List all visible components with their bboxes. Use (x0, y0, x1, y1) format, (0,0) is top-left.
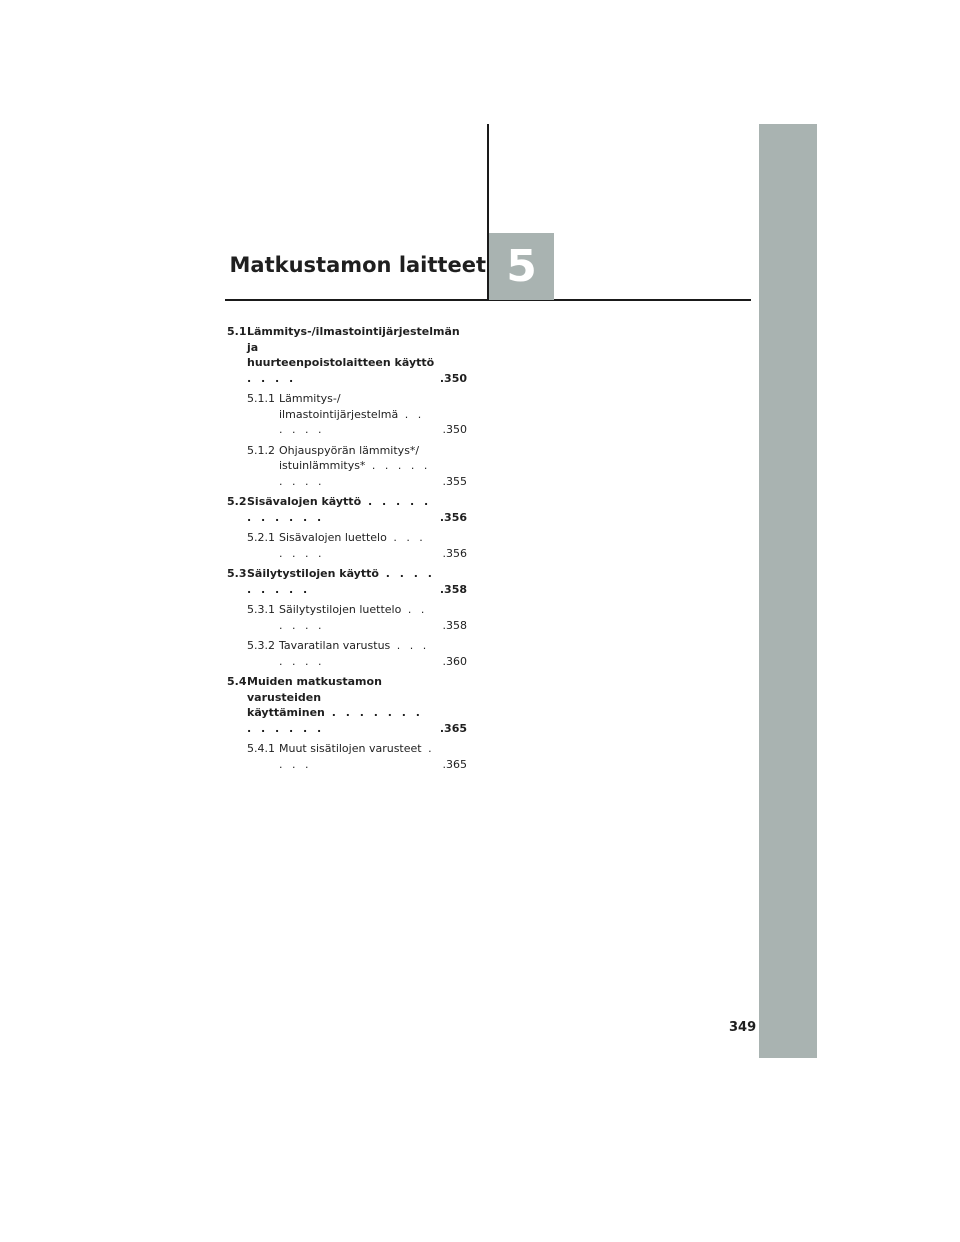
toc-entry[interactable] (227, 324, 467, 386)
table-of-contents (227, 324, 467, 777)
toc-leader-dots: . . . . . . (279, 407, 425, 436)
toc-entry-number: 5.1.1 (247, 392, 275, 405)
toc-entry[interactable] (227, 566, 467, 597)
toc-entry-page: .350 (439, 371, 467, 385)
toc-leader-dots: . . . . (247, 371, 297, 385)
toc-entry-number: 5.1.2 (247, 443, 275, 457)
toc-entry-number: 5.2.1 (247, 531, 275, 544)
toc-entry[interactable] (247, 443, 467, 490)
toc-entry-page: .356 (442, 546, 467, 560)
toc-entry[interactable] (227, 494, 467, 525)
page-number: 349 (729, 1020, 757, 1035)
toc-entry[interactable] (227, 674, 467, 736)
toc-entry-title-line: Tavaratilan varustus . . . . . . . (279, 639, 430, 668)
toc-entry-title-line: huurteenpoistolaitteen käyttö . . . . (247, 356, 435, 385)
toc-leader-dots: . . . . . . . . . . . . . (247, 706, 423, 735)
toc-entry-page: .358 (439, 582, 467, 596)
toc-entry-title-line: Ohjauspyörän lämmitys*/ (279, 443, 420, 457)
toc-entry-title-line: Lämmitys-/ilmastointijärjestelmän ja (247, 325, 460, 354)
toc-entry-page: .365 (439, 721, 467, 735)
toc-entry-title-line: Sisävalojen käyttö . . . . . . . . . . . (247, 495, 432, 524)
toc-leader-dots: . . . . (279, 742, 435, 771)
toc-entry-page: .355 (442, 474, 467, 488)
toc-entry-page: .358 (442, 618, 467, 632)
toc-entry-title-line: ilmastointijärjestelmä . . . . . . (279, 407, 425, 436)
toc-entry[interactable] (247, 638, 467, 669)
toc-leader-dots: . . . . . . . (279, 531, 426, 560)
toc-leader-dots: . . . . . . . . . (247, 567, 435, 596)
toc-entry-number: 5.3.1 (247, 603, 275, 616)
toc-entry-number: 5.3 (227, 567, 247, 580)
horizontal-rule (225, 299, 751, 301)
toc-leader-dots: . . . . . . . . . . . (247, 495, 432, 524)
toc-entry-number: 5.3.2 (247, 639, 275, 652)
toc-leader-dots: . . . . . . . (279, 639, 430, 668)
toc-leader-dots: . . . . . . . . . (279, 459, 431, 488)
toc-entry-page: .360 (442, 654, 467, 668)
toc-leader-dots: . . . . . . (279, 603, 428, 632)
toc-entry-page: .350 (442, 423, 467, 436)
toc-entry[interactable] (247, 391, 467, 438)
toc-entry-number: 5.1 (227, 325, 247, 338)
toc-entry[interactable] (247, 530, 467, 561)
side-chapter-tab (759, 124, 817, 1058)
toc-entry-title-line: Muut sisätilojen varusteet . . . . (279, 742, 435, 771)
toc-entry-title-line: Sisävalojen luettelo . . . . . . . (279, 531, 426, 560)
toc-entry-title-line: käyttäminen . . . . . . . . . . . . . (247, 706, 423, 735)
toc-entry[interactable] (247, 741, 467, 772)
toc-entry-title-line: istuinlämmitys* . . . . . . . . . (279, 459, 431, 488)
toc-entry-page: .356 (439, 510, 467, 524)
toc-entry-title-line: Lämmitys-/ (279, 392, 341, 405)
toc-entry-number: 5.4 (227, 675, 247, 688)
chapter-title: Matkustamon laitteet (229, 253, 486, 277)
toc-entry[interactable] (247, 602, 467, 633)
toc-entry-number: 5.4.1 (247, 742, 275, 755)
toc-entry-title-line: Säilytystilojen luettelo . . . . . . (279, 603, 428, 632)
toc-entry-title-line: Muiden matkustamon varusteiden (247, 675, 382, 704)
toc-entry-title-line: Säilytystilojen käyttö . . . . . . . . . (247, 567, 435, 596)
toc-entry-number: 5.2 (227, 495, 247, 508)
toc-entry-page: .365 (442, 757, 467, 771)
chapter-number-box: 5 (489, 233, 554, 300)
